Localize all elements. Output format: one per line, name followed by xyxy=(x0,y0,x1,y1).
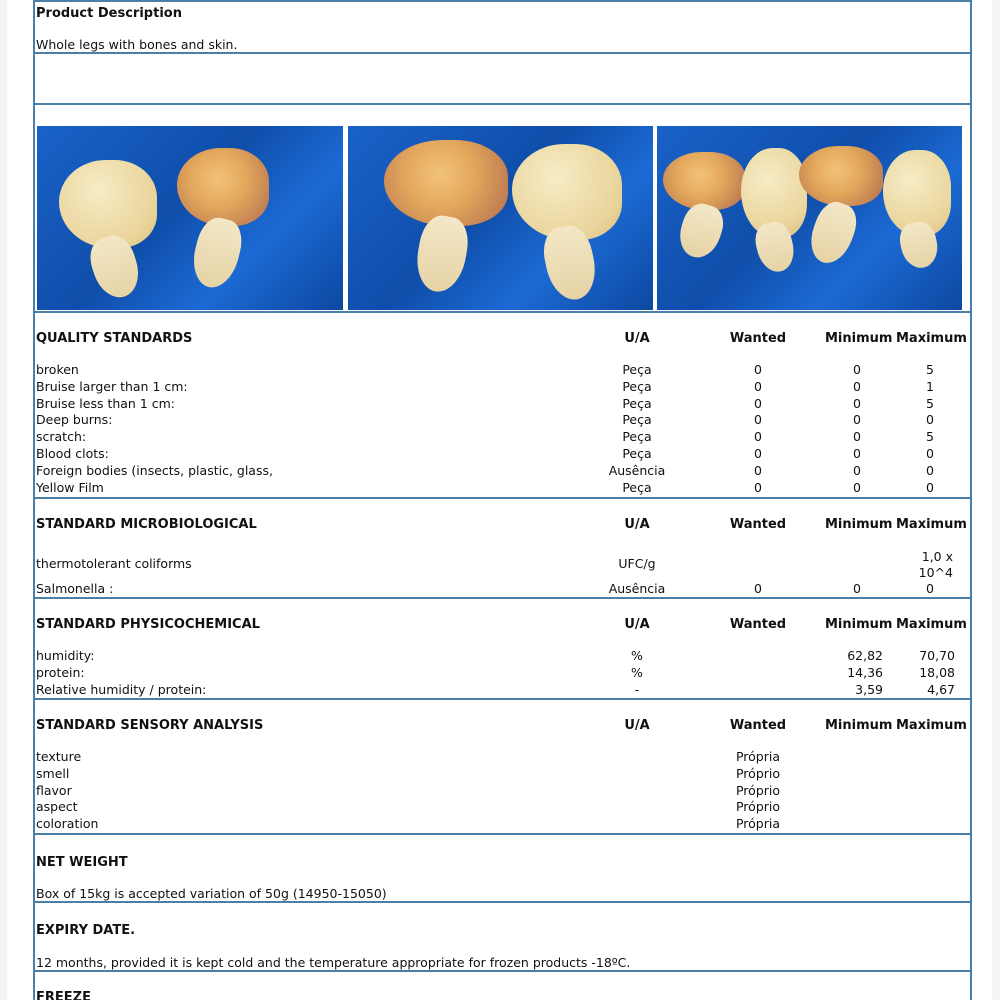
col-min-header: Minimum xyxy=(825,517,893,532)
table-row-label: Bruise larger than 1 cm: xyxy=(36,378,188,394)
table-row-label: Bruise less than 1 cm: xyxy=(36,395,176,411)
salmonella-label: Salmonella : xyxy=(36,581,114,596)
net-weight-title: NET WEIGHT xyxy=(36,855,128,870)
table-cell-min: 0 xyxy=(853,462,861,478)
table-cell-min: 0 xyxy=(853,429,861,445)
table-cell-min: 62,82 xyxy=(847,648,883,663)
table-row-label: aspect xyxy=(36,799,78,815)
divider xyxy=(33,497,972,499)
physico-labels xyxy=(36,648,596,698)
col-wanted-header: Wanted xyxy=(729,718,787,733)
col-max-header: Maximum xyxy=(896,331,967,346)
sensory-wanted-col xyxy=(723,749,793,833)
divider xyxy=(33,833,972,835)
photo-legs-1 xyxy=(37,126,343,310)
table-row-label: flavor xyxy=(36,782,72,798)
table-cell-min: 14,36 xyxy=(847,664,883,680)
divider xyxy=(33,311,972,313)
table-row-label: Blood clots: xyxy=(36,445,109,461)
table-cell-wanted: 0 xyxy=(754,362,762,377)
table-row-label: scratch: xyxy=(36,429,87,445)
table-cell-wanted: 0 xyxy=(754,429,762,445)
table-row-label: Yellow Film xyxy=(36,479,104,495)
table-cell-max: 0 xyxy=(926,412,934,428)
quality-min-col xyxy=(837,362,877,496)
quality-title: QUALITY STANDARDS xyxy=(36,331,193,346)
divider xyxy=(33,698,972,700)
col-ua-header: U/A xyxy=(624,617,650,632)
table-cell-max: 18,08 xyxy=(919,664,955,680)
salmonella-max: 0 xyxy=(926,581,934,596)
table-cell-min: 0 xyxy=(853,479,861,495)
table-cell-ua: % xyxy=(631,664,643,680)
divider xyxy=(33,597,972,599)
table-cell-min: 0 xyxy=(853,445,861,461)
quality-labels xyxy=(36,362,596,496)
table-cell-wanted: 0 xyxy=(754,412,762,428)
table-cell-max: 5 xyxy=(926,429,934,445)
quality-max-col xyxy=(910,362,950,496)
expiry-text: 12 months, provided it is kept cold and the temperature appropriate for frozen products -18ºC. xyxy=(36,955,631,970)
table-cell-ua: Peça xyxy=(622,412,652,428)
table-cell-ua: Peça xyxy=(622,362,652,377)
table-cell-wanted: 0 xyxy=(754,445,762,461)
table-cell-ua: Peça xyxy=(622,479,652,495)
table-cell-wanted: 0 xyxy=(754,395,762,411)
physico-title: STANDARD PHYSICOCHEMICAL xyxy=(36,617,260,632)
table-cell-min: 3,59 xyxy=(855,681,883,697)
col-max-header: Maximum xyxy=(896,718,967,733)
col-min-header: Minimum xyxy=(825,617,893,632)
table-cell-max: 70,70 xyxy=(919,648,955,663)
right-border xyxy=(970,0,972,1000)
salmonella-ua: Ausência xyxy=(608,581,666,596)
divider xyxy=(33,0,972,2)
table-row-label: humidity: xyxy=(36,648,95,663)
table-row-label: Deep burns: xyxy=(36,412,113,428)
table-cell-wanted: Própria xyxy=(735,749,781,764)
salmonella-wanted: 0 xyxy=(754,581,762,596)
table-cell-ua: Peça xyxy=(622,429,652,445)
col-wanted-header: Wanted xyxy=(729,517,787,532)
coliforms-label: thermotolerant coliforms xyxy=(36,556,192,571)
table-cell-ua: Ausência xyxy=(608,462,666,478)
table-cell-ua: Peça xyxy=(622,445,652,461)
physico-max-col xyxy=(897,648,955,698)
col-ua-header: U/A xyxy=(624,718,650,733)
sensory-title: STANDARD SENSORY ANALYSIS xyxy=(36,718,264,733)
col-wanted-header: Wanted xyxy=(729,617,787,632)
table-row-label: broken xyxy=(36,362,79,377)
table-row-label: protein: xyxy=(36,664,85,680)
table-cell-ua: - xyxy=(634,681,640,697)
table-cell-wanted: 0 xyxy=(754,378,762,394)
table-cell-wanted: Próprio xyxy=(735,765,781,781)
table-cell-min: 0 xyxy=(853,412,861,428)
table-cell-wanted: Próprio xyxy=(735,799,781,815)
col-max-header: Maximum xyxy=(896,517,967,532)
col-min-header: Minimum xyxy=(825,331,893,346)
photo-legs-3 xyxy=(657,126,962,310)
col-wanted-header: Wanted xyxy=(729,331,787,346)
table-cell-max: 5 xyxy=(926,395,934,411)
table-row-label: coloration xyxy=(36,816,99,832)
table-cell-ua: Peça xyxy=(622,395,652,411)
table-cell-wanted: 0 xyxy=(754,479,762,495)
micro-title: STANDARD MICROBIOLOGICAL xyxy=(36,517,257,532)
salmonella-min: 0 xyxy=(853,581,861,596)
table-cell-max: 0 xyxy=(926,462,934,478)
coliforms-ua: UFC/g xyxy=(618,556,656,571)
table-cell-max: 0 xyxy=(926,479,934,495)
table-cell-wanted: Próprio xyxy=(735,782,781,798)
col-ua-header: U/A xyxy=(624,517,650,532)
divider xyxy=(33,52,972,54)
left-border xyxy=(33,0,35,1000)
photo-legs-2 xyxy=(348,126,653,310)
table-cell-wanted: Própria xyxy=(735,816,781,832)
table-cell-min: 0 xyxy=(853,395,861,411)
col-max-header: Maximum xyxy=(896,617,967,632)
physico-min-col xyxy=(827,648,883,698)
table-cell-min: 0 xyxy=(853,362,861,377)
divider xyxy=(33,970,972,972)
table-cell-max: 5 xyxy=(926,362,934,377)
table-row-label: Foreign bodies (insects, plastic, glass, xyxy=(36,462,273,478)
document-sheet xyxy=(7,0,992,1000)
coliforms-max-line1: 1,0 x xyxy=(921,549,953,564)
table-cell-max: 1 xyxy=(926,378,934,394)
col-ua-header: U/A xyxy=(624,331,650,346)
expiry-title: EXPIRY DATE. xyxy=(36,923,136,938)
table-cell-ua: Peça xyxy=(622,378,652,394)
physico-ua-col xyxy=(597,648,677,698)
divider xyxy=(33,103,972,105)
product-description-title: Product Description xyxy=(36,6,182,21)
col-min-header: Minimum xyxy=(825,718,893,733)
freeze-title: FREEZE xyxy=(36,990,91,1000)
net-weight-text: Box of 15kg is accepted variation of 50g (14950-15050) xyxy=(36,886,387,901)
quality-ua-col xyxy=(597,362,677,496)
divider xyxy=(33,901,972,903)
table-row-label: smell xyxy=(36,765,70,781)
product-description-text: Whole legs with bones and skin. xyxy=(36,37,238,52)
table-cell-max: 0 xyxy=(926,445,934,461)
table-cell-ua: % xyxy=(631,648,643,663)
table-row-label: Relative humidity / protein: xyxy=(36,681,207,697)
table-cell-max: 4,67 xyxy=(927,681,955,697)
coliforms-max-line2: 10^4 xyxy=(918,565,953,580)
table-row-label: texture xyxy=(36,749,82,764)
sensory-labels xyxy=(36,749,596,833)
table-cell-min: 0 xyxy=(853,378,861,394)
table-cell-wanted: 0 xyxy=(754,462,762,478)
quality-wanted-col xyxy=(738,362,778,496)
